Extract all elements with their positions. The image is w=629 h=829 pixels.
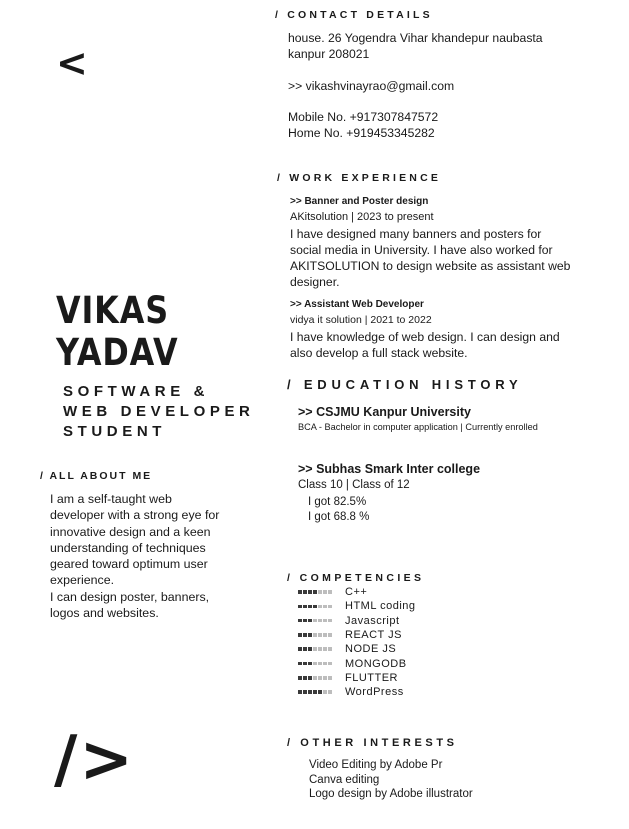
job-meta: AKitsolution | 2023 to present xyxy=(290,211,434,223)
about-line: I am a self-taught web xyxy=(50,492,172,506)
about-text xyxy=(50,491,265,621)
about-heading: / ALL ABOUT ME xyxy=(40,470,153,482)
job-role xyxy=(63,382,254,442)
skill-label: FLUTTER xyxy=(345,671,398,684)
skill-level-bars xyxy=(298,647,345,651)
skill-level-segment xyxy=(323,676,327,680)
skill-row xyxy=(298,628,402,642)
skill-level-segment xyxy=(323,662,327,666)
skill-level-bars xyxy=(298,633,345,637)
interest-item: Video Editing by Adobe Pr xyxy=(309,759,443,771)
skill-level-segment xyxy=(318,633,322,637)
skill-level-segment xyxy=(313,605,317,609)
skill-label: REACT JS xyxy=(345,628,402,641)
about-line: innovative design and a keen xyxy=(50,524,211,539)
address-line: kanpur 208021 xyxy=(288,47,370,61)
job-desc-line: I have knowledge of web design. I can design and xyxy=(290,330,560,344)
skill-level-segment xyxy=(308,633,312,637)
skill-level-segment xyxy=(303,647,307,651)
skill-level-bars xyxy=(298,605,345,609)
skill-row xyxy=(298,671,398,685)
skill-level-segment xyxy=(328,605,332,609)
address-line: house. 26 Yogendra Vihar khandepur naubasta xyxy=(288,31,543,45)
skill-level-segment xyxy=(323,690,327,694)
job-description xyxy=(290,226,610,290)
skill-level-segment xyxy=(323,590,327,594)
about-line: experience. xyxy=(50,573,115,588)
role-line: WEB DEVELOPER xyxy=(63,403,255,420)
skill-level-segment xyxy=(303,619,307,623)
skill-level-segment xyxy=(303,633,307,637)
skill-level-segment xyxy=(308,619,312,623)
skill-level-segment xyxy=(323,619,327,623)
job-desc-line: designer. xyxy=(290,275,340,289)
skill-level-segment xyxy=(303,605,307,609)
work-heading: / WORK EXPERIENCE xyxy=(277,172,442,184)
code-open-mark: < xyxy=(56,41,88,85)
skill-level-segment xyxy=(323,633,327,637)
skill-level-segment xyxy=(298,676,302,680)
skill-level-segment xyxy=(328,647,332,651)
job-meta: vidya it solution | 2021 to 2022 xyxy=(290,314,432,326)
skill-level-bars xyxy=(298,676,345,680)
school-name: >> CSJMU Kanpur University xyxy=(298,405,471,419)
competencies-heading: / COMPETENCIES xyxy=(287,572,425,584)
school-result: I got 68.8 % xyxy=(308,511,370,523)
skill-level-segment xyxy=(303,662,307,666)
skill-level-segment xyxy=(298,690,302,694)
skill-level-segment xyxy=(313,590,317,594)
school-detail: Class 10 | Class of 12 xyxy=(298,479,410,491)
interests-list xyxy=(309,758,473,802)
skill-level-segment xyxy=(313,647,317,651)
skill-level-segment xyxy=(313,633,317,637)
job-desc-line: I have designed many banners and posters for xyxy=(290,227,542,241)
skill-level-segment xyxy=(298,605,302,609)
skill-level-segment xyxy=(328,590,332,594)
job-title: >> Assistant Web Developer xyxy=(290,299,424,310)
about-line: geared toward optimum user xyxy=(50,557,208,572)
skill-level-segment xyxy=(318,647,322,651)
skill-level-segment xyxy=(298,619,302,623)
skill-label: HTML coding xyxy=(345,600,416,613)
job-entry xyxy=(290,196,610,290)
skill-row xyxy=(298,585,367,599)
name-first: VIKAS xyxy=(56,289,169,332)
interest-item: Logo design by Adobe illustrator xyxy=(309,788,473,800)
skill-level-segment xyxy=(303,676,307,680)
skill-level-segment xyxy=(318,662,322,666)
skill-level-segment xyxy=(328,690,332,694)
contact-details xyxy=(288,30,588,141)
skill-level-bars xyxy=(298,619,345,623)
interest-item: Canva editing xyxy=(309,773,380,786)
skill-level-bars xyxy=(298,590,345,594)
email: >> vikashvinayrao@gmail.com xyxy=(288,79,455,93)
skill-level-segment xyxy=(308,676,312,680)
skill-level-segment xyxy=(318,605,322,609)
skill-level-segment xyxy=(298,662,302,666)
education-entry xyxy=(298,405,608,434)
skill-level-segment xyxy=(323,647,327,651)
job-entry xyxy=(290,299,610,361)
skill-level-segment xyxy=(328,619,332,623)
skill-label: Javascript xyxy=(345,614,400,627)
about-line: logos and websites. xyxy=(50,606,159,621)
mobile-number: Mobile No. +917307847572 xyxy=(288,110,439,124)
job-title: >> Banner and Poster design xyxy=(290,196,429,207)
skill-level-segment xyxy=(318,690,322,694)
name-last: YADAV xyxy=(56,331,179,374)
skill-level-segment xyxy=(308,647,312,651)
skill-level-segment xyxy=(323,605,327,609)
skill-level-segment xyxy=(313,676,317,680)
skill-level-segment xyxy=(328,676,332,680)
home-number: Home No. +919453345282 xyxy=(288,126,435,140)
skill-level-segment xyxy=(328,662,332,666)
education-entry xyxy=(298,462,608,525)
skill-level-segment xyxy=(308,605,312,609)
skill-row xyxy=(298,657,407,671)
job-desc-line: AKITSOLUTION to design website as assistant web xyxy=(290,259,571,273)
skill-level-segment xyxy=(303,590,307,594)
skill-level-segment xyxy=(313,662,317,666)
skill-level-segment xyxy=(308,690,312,694)
code-close-mark: /> xyxy=(54,723,135,797)
skill-level-segment xyxy=(313,690,317,694)
skill-row xyxy=(298,642,396,656)
skill-row xyxy=(298,614,400,628)
skill-level-segment xyxy=(308,662,312,666)
skill-level-bars xyxy=(298,690,345,694)
education-heading: / EDUCATION HISTORY xyxy=(287,377,523,392)
skill-level-segment xyxy=(298,647,302,651)
role-line: SOFTWARE & xyxy=(63,383,209,400)
skill-level-segment xyxy=(318,676,322,680)
skill-row xyxy=(298,685,404,699)
person-name xyxy=(56,290,178,374)
skill-label: MONGODB xyxy=(345,657,407,670)
skill-level-segment xyxy=(303,690,307,694)
about-line: understanding of techniques xyxy=(50,540,206,555)
role-line: STUDENT xyxy=(63,423,167,440)
skill-label: C++ xyxy=(345,586,368,598)
job-desc-line: also develop a full stack website. xyxy=(290,346,468,360)
skill-level-segment xyxy=(308,590,312,594)
interests-heading: / OTHER INTERESTS xyxy=(287,737,458,749)
skill-level-segment xyxy=(298,633,302,637)
skill-level-segment xyxy=(298,590,302,594)
skill-level-segment xyxy=(318,619,322,623)
skill-level-bars xyxy=(298,662,345,666)
job-description xyxy=(290,329,610,361)
job-desc-line: social media in University. I have also worked for xyxy=(290,243,553,257)
about-line: developer with a strong eye for xyxy=(50,508,220,523)
skill-level-segment xyxy=(318,590,322,594)
school-name: >> Subhas Smark Inter college xyxy=(298,462,481,476)
skill-level-segment xyxy=(313,619,317,623)
skill-label: NODE JS xyxy=(345,643,397,656)
about-line: I can design poster, banners, xyxy=(50,589,210,604)
school-result: I got 82.5% xyxy=(308,496,367,508)
skill-row xyxy=(298,599,416,613)
school-detail: BCA - Bachelor in computer application | Currently enrolled xyxy=(298,422,538,432)
contact-heading: / CONTACT DETAILS xyxy=(275,9,433,21)
skill-level-segment xyxy=(328,633,332,637)
skill-label: WordPress xyxy=(345,686,404,699)
